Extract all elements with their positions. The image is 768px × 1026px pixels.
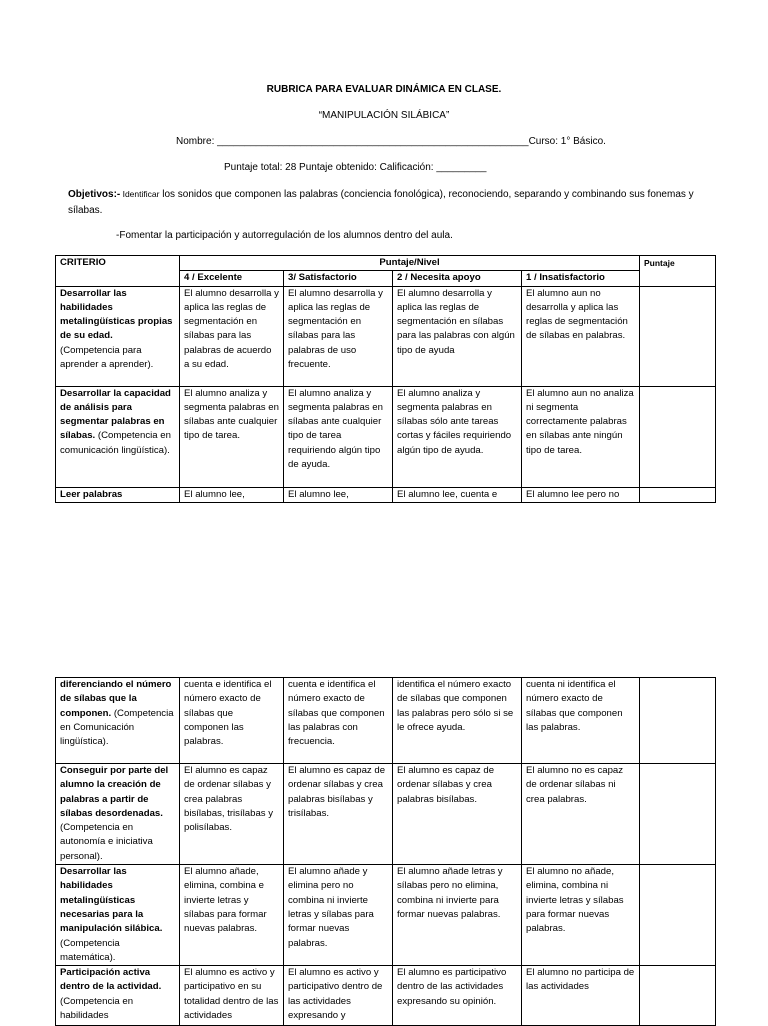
level-3: 3/ Satisfactorio [284,271,393,286]
criterion-competence: (Competencia en habilidades [60,995,134,1022]
objectives-text: los sonidos que componen las palabras (conciencia fonológica), reconociendo, separando y combinando sus fonemas y sílabas. [68,189,694,216]
score-cell [640,966,716,1026]
level-3-cell: cuenta e identifica el número exacto de sílabas que componen las palabras con frecuencia. [284,678,393,764]
criterion-title: Desarrollar la capacidad de análisis para segmentar palabras en sílabas. [60,387,171,442]
table-row [56,764,716,865]
score-cell [640,865,716,966]
level-1-cell: cuenta ni identifica el número exacto de sílabas que componen las palabras. [522,678,640,764]
table-row [56,386,716,487]
level-4: 4 / Excelente [180,271,284,286]
table-row [56,865,716,966]
level-2-cell: El alumno es participativo dentro de las actividades expresando su opinión. [393,966,522,1026]
score-cell [640,286,716,386]
criterion-competence: (Competencia en autonomía e iniciativa personal). [60,822,153,862]
table-row [56,286,716,386]
level-2-cell: El alumno añade letras y sílabas pero no elimina, combina ni invierte para formar nuevas palabras. [393,865,522,966]
criterion-title: diferenciando el número de sílabas que la componen. [60,679,172,719]
score-line: Puntaje total: 28 Puntaje obtenido: Calificación: _________ [224,162,487,173]
criterion-title: Desarrollar las habilidades metalingüísticas propias de su edad. [60,287,173,342]
criterion-cell [56,966,180,1026]
document-subtitle: “MANIPULACIÓN SILÁBICA” [318,110,450,121]
criterion-cell [56,487,180,502]
level-2-cell: identifica el número exacto de sílabas que componen las palabras pero sólo si se le ofrece ayuda. [393,678,522,764]
rubric-table-bottom [55,677,716,1026]
objectives-label: Objetivos:- [68,189,121,200]
level-1-cell: El alumno aun no desarrolla y aplica las reglas de segmentación de sílabas en palabras. [522,286,640,386]
level-1-cell: El alumno aun no analiza ni segmenta correctamente palabras en sílabas ante ningún tipo de tarea. [522,386,640,487]
objectives-paragraph [68,186,698,219]
level-4-cell: El alumno lee, [180,487,284,502]
header-puntaje: Puntaje [640,256,716,287]
level-2-cell: El alumno analiza y segmenta palabras en sílabas sólo ante tareas cortas y fáciles requiriendo algún tipo de ayuda. [393,386,522,487]
criterion-title: Desarrollar las habilidades metalingüísticas necesarias para la manipulación silábica. [60,866,163,935]
score-cell [640,678,716,764]
level-2-cell: El alumno lee, cuenta e [393,487,522,502]
criterion-title: Participación activa dentro de la actividad. [60,967,162,993]
header-criterio: CRITERIO [56,256,180,287]
criterion-title: Conseguir por parte del alumno la creación de palabras a partir de sílabas desordenadas. [60,765,169,819]
criterion-cell [56,764,180,865]
criterion-competence: (Competencia en comunicación lingüística). [60,430,171,456]
level-3-cell: El alumno es capaz de ordenar sílabas y crea palabras bisílabas y trisílabas. [284,764,393,865]
level-4-cell: El alumno analiza y segmenta palabras en sílabas ante cualquier tipo de tarea. [180,386,284,487]
objective-two: -Fomentar la participación y autorregulación de los alumnos dentro del aula. [116,230,453,241]
criterion-cell [56,286,180,386]
level-4-cell: cuenta e identifica el número exacto de sílabas que componen las palabras. [180,678,284,764]
objectives-verb: Identificar [120,189,160,199]
criterion-competence: (Competencia para aprender a aprender). [60,344,154,371]
criterion-cell [56,865,180,966]
level-4-cell: El alumno desarrolla y aplica las reglas de segmentación en sílabas para las palabras de acuerdo a su edad. [180,286,284,386]
level-1-cell: El alumno no añade, elimina, combina ni invierte letras y sílabas para formar nuevas palabras. [522,865,640,966]
name-course-line: Nombre: ________________________________________________________Curso: 1° Básico. [176,136,606,147]
header-puntaje-nivel: Puntaje/Nivel [180,256,640,271]
criterion-competence: (Competencia matemática). [60,937,120,963]
criterion-cell [56,386,180,487]
level-1-cell: El alumno no participa de las actividades [522,966,640,1026]
criterion-cell [56,678,180,764]
level-1-cell: El alumno no es capaz de ordenar sílabas ni crea palabras. [522,764,640,865]
table-row [56,487,716,502]
level-3-cell: El alumno desarrolla y aplica las reglas de segmentación en sílabas para las palabras de uso frecuente. [284,286,393,386]
level-2: 2 / Necesita apoyo [393,271,522,286]
level-3-cell: El alumno lee, [284,487,393,502]
level-1: 1 / Insatisfactorio [522,271,640,286]
level-4-cell: El alumno es activo y participativo en su totalidad dentro de las actividades [180,966,284,1026]
score-cell [640,764,716,865]
rubric-table-top [55,255,716,503]
criterion-competence: (Competencia en Comunicación lingüística). [60,707,174,748]
level-3-cell: El alumno añade y elimina pero no combina ni invierte letras y sílabas para formar nuevas palabras. [284,865,393,966]
level-4-cell: El alumno añade, elimina, combina e invierte letras y sílabas para formar nuevas palabras. [180,865,284,966]
table-header-row [56,256,716,271]
level-4-cell: El alumno es capaz de ordenar sílabas y crea palabras bisílabas, trisílabas y polisílabas. [180,764,284,865]
table-row [56,966,716,1026]
table-row [56,678,716,764]
score-cell [640,487,716,502]
level-2-cell: El alumno desarrolla y aplica las reglas de segmentación en sílabas para las palabras con algún tipo de ayuda [393,286,522,386]
level-2-cell: El alumno es capaz de ordenar sílabas y crea palabras bisílabas. [393,764,522,865]
document-title: RUBRICA PARA EVALUAR DINÁMICA EN CLASE. [266,84,502,95]
level-3-cell: El alumno es activo y participativo dentro de las actividades expresando y [284,966,393,1026]
level-1-cell: El alumno lee pero no [522,487,640,502]
criterion-title: Leer palabras [60,488,123,500]
score-cell [640,386,716,487]
level-3-cell: El alumno analiza y segmenta palabras en sílabas ante cualquier tipo de tarea requiriendo algún tipo de ayuda. [284,386,393,487]
